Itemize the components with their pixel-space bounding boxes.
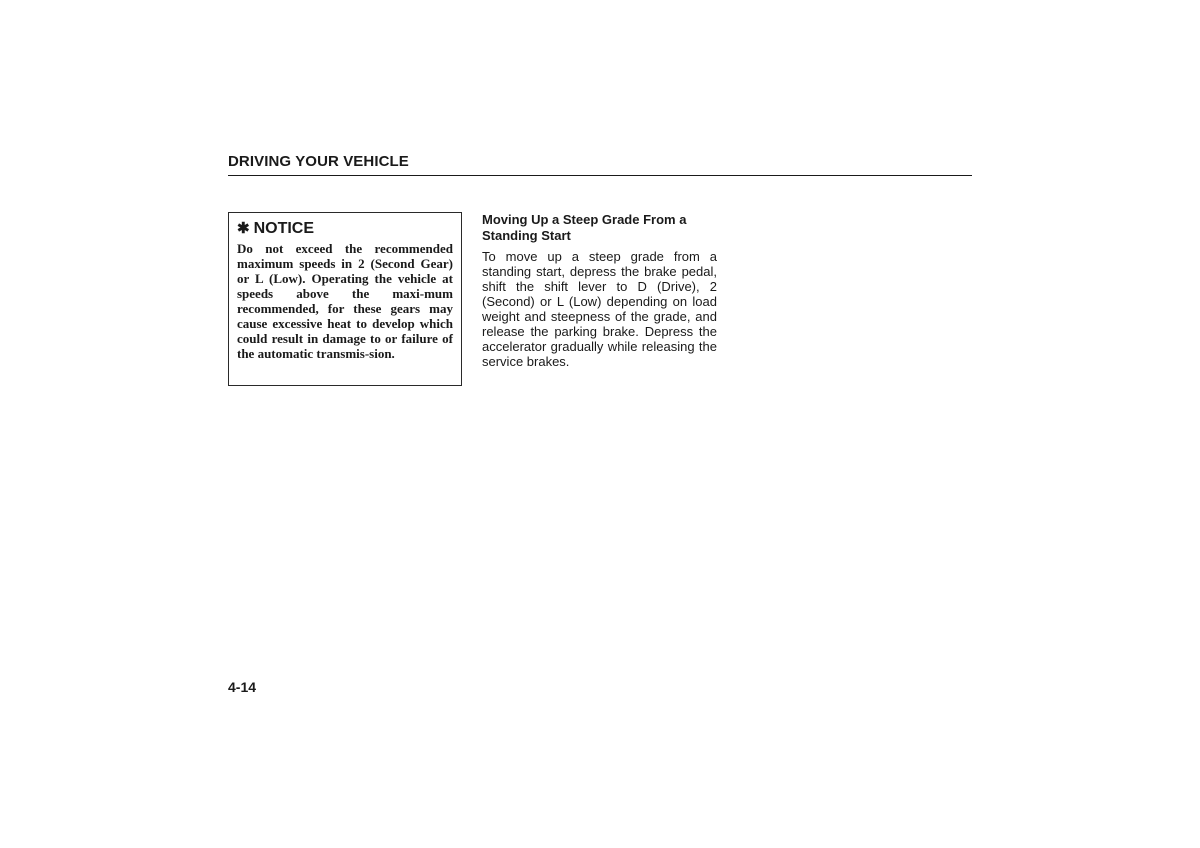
page-header-title: DRIVING YOUR VEHICLE [228, 153, 409, 170]
notice-body: Do not exceed the recommended maximum speeds in 2 (Second Gear) or L (Low). Operating the vehicle at speeds above the maxi-mum recommended, for these gears may cause excessive heat to develop which could result in damage to or failure of the automatic transmis-sion. [237, 241, 453, 361]
section-heading: Moving Up a Steep Grade From a Standing Start [482, 212, 687, 243]
notice-heading-label: NOTICE [253, 220, 315, 237]
section-body: To move up a steep grade from a standing start, depress the brake pedal, shift the shift lever to D (Drive), 2 (Second) or L (Low) depending on load weight and steepness of the grade, and release the parking brake. Depress the accelerator gradually while releasing the service brakes. [482, 249, 717, 369]
steep-grade-section [482, 212, 717, 369]
page-header [228, 153, 972, 176]
asterisk-star-icon: ✱ [237, 220, 250, 237]
notice-heading [237, 219, 453, 239]
page-number: 4-14 [228, 679, 257, 695]
notice-box [228, 212, 462, 386]
